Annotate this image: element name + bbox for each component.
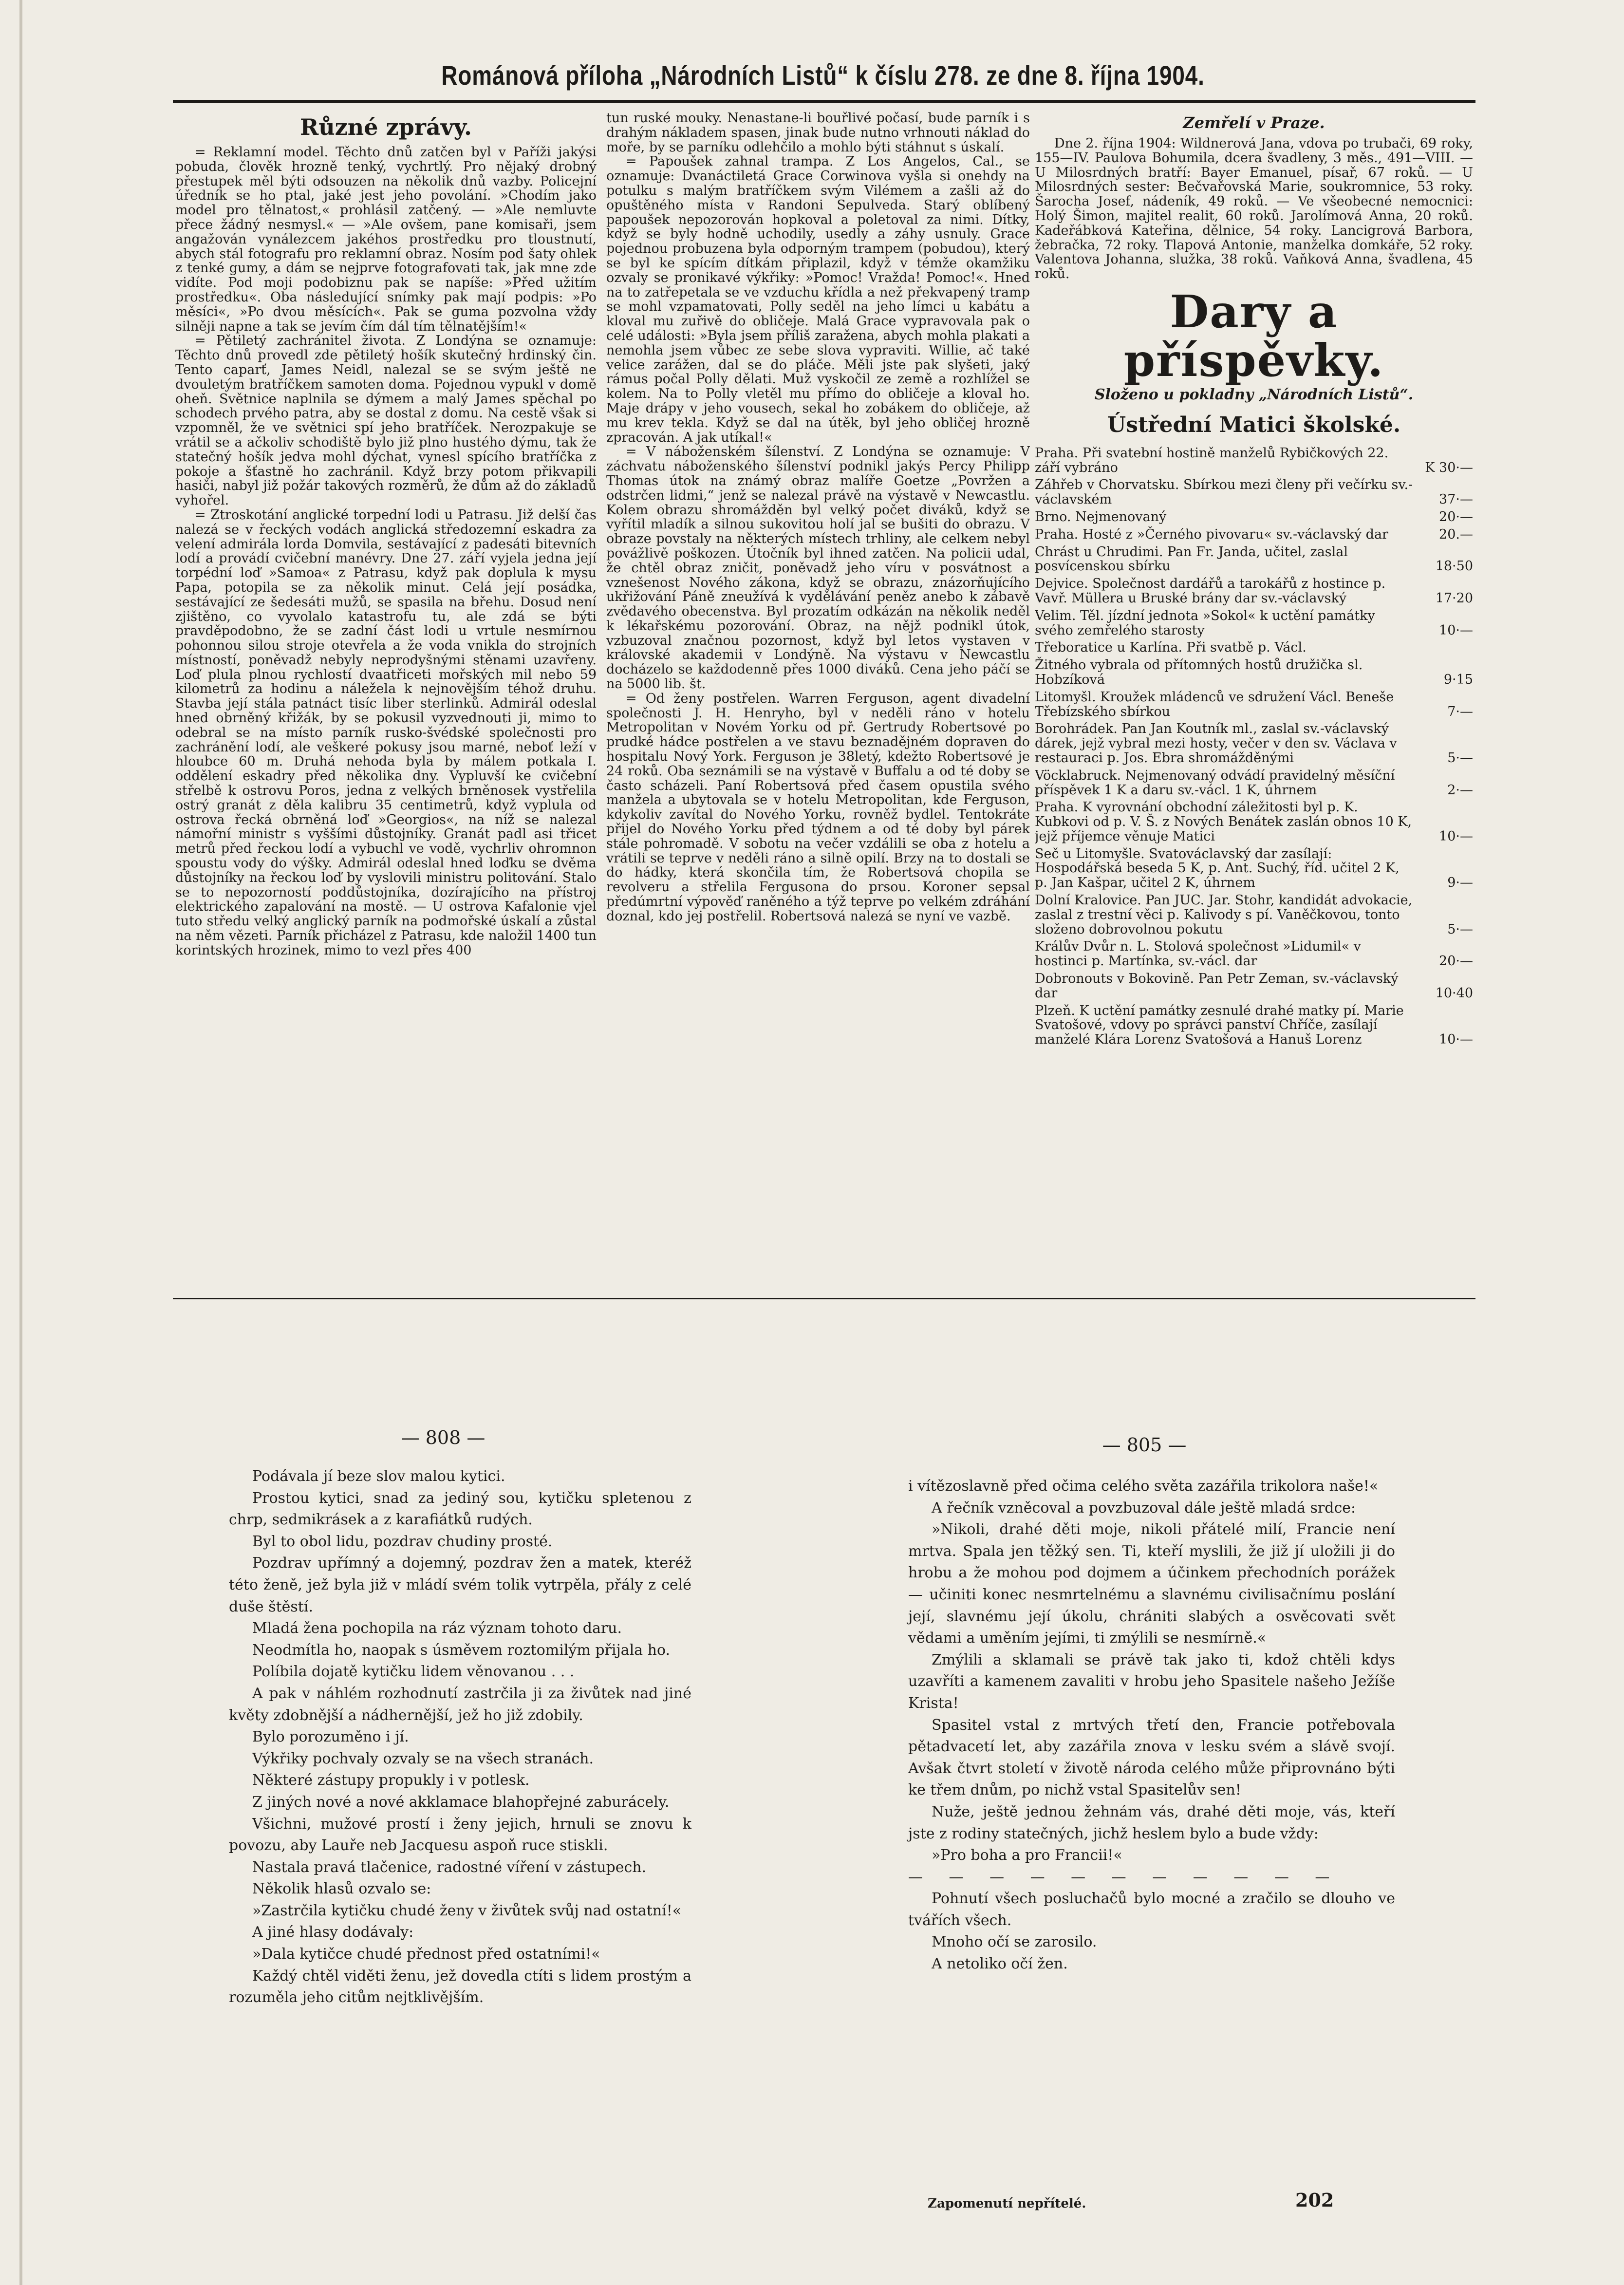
novel-paragraph: »Dala kytičce chudé přednost před ostatními!« [252, 1946, 600, 1963]
novel-text-right [908, 1476, 1395, 1975]
gift-entry [1035, 527, 1473, 542]
gift-entry [1035, 722, 1473, 765]
gift-amount: 7·— [1447, 704, 1473, 719]
gift-entry [1035, 577, 1473, 606]
page-number-left: — 808 — [401, 1427, 485, 1448]
novel-paragraph: Výkřiky pochvaly ozvaly se na všech stranách. [252, 1750, 594, 1767]
gift-entry [1035, 609, 1473, 638]
gift-amount: 10·40 [1435, 985, 1473, 1001]
column-2 [606, 111, 1030, 1275]
deaths-text: Dne 2. října 1904: Wildnerová Jana, vdova po trubači, 69 roky, 155—IV. Paulova Bohumila, dcera švadleny, 3 měs., 491—VIII. — U Milosrdných bratří: Bayer Emanuel, písař, 67 roků. — U Milosrdných sester: Bečvařovská Marie, soukromnice, 53 roky. Šarocha Josef, nádeník, 49 roků. — Ve všeobecné nemocnici: Holý Šimon, majitel realit, 60 roků. Jarolímová Anna, 20 roků. Kadeřábková Kateřina, dělnice, 54 roky. Lancigrová Barbora, žebračka, 72 roky. Tlapová Antonie, manželka domkáře, 52 roky. Valentova Johanna, služka, 38 roků. Vaňková Anna, švadlena, 45 roků. [1035, 136, 1473, 282]
gift-entry [1035, 690, 1473, 719]
gift-entry [1035, 768, 1473, 798]
gift-amount: 5·— [1447, 750, 1473, 766]
gift-amount: 20·— [1439, 509, 1473, 524]
novel-paragraph: Mladá žena pochopila na ráz význam tohoto daru. [252, 1620, 622, 1637]
article-paragraph: = Pětiletý zachránitel života. Z Londýna se oznamuje: Těchto dnů provedl zde pětiletý hošík skutečný hrdinský čin. Tento caparť, James Neidl, nalezal se se svým ještě ne dvouletým bratříčkem samoten doma. Pojednou vypukl v domě oheň. Světnice naplnila se dýmem a malý James spěchal po schodech prvého patra, aby se dostal z domu. Na cestě však si vzpomněl, že ve světnici spí jeho bratříček. Nerozpakuje se vrátil se a ačkoliv schodiště bylo již plno hustého dýmu, tak že statečný hošík jedva mohl dýchat, vynesl spícího bratříčka z pokoje a šťastně ho zachránil. Když brzy potom přikvapili hasiči, nabyl již požár takových rozměrů, že dům až do základů vyhořel. [175, 333, 597, 508]
gift-text: Brno. Nejmenovaný [1035, 509, 1167, 524]
gift-text: Záhřeb v Chorvatsku. Sbírkou mezi členy při večírku sv.-václavském [1035, 477, 1413, 507]
gift-entry [1035, 893, 1473, 936]
gift-entry [1035, 640, 1473, 655]
novel-paragraph: »Pro boha a pro Francii!« [932, 1847, 1122, 1864]
novel-paragraph: Mnoho očí se zarosilo. [932, 1933, 1097, 1951]
gift-entry [1035, 939, 1473, 969]
page-number-right: — 805 — [1102, 1434, 1187, 1456]
gift-text: Praha. K vyrovnání obchodní záležitosti byl p. K. Kubkovi od p. V. Š. z Nových Benátek zaslán obnos 10 K, jejž příjemce věnuje Matici [1035, 800, 1412, 844]
gift-text: Králův Dvůr n. L. Stolová společnost »Lidumil« v hostinci p. Martínka, sv.-václ. dar [1035, 939, 1361, 969]
gift-text: Litomyšl. Kroužek mládenců ve sdružení Václ. Beneše Třebízského sbírkou [1035, 689, 1394, 719]
novel-paragraph: A netoliko očí žen. [932, 1955, 1068, 1973]
gift-text: Plzeň. K uctění památky zesnulé drahé matky pí. Marie Svatošové, vdovy po správci panství Chříče, zasílají manželé Klára Lorenz Svatošová a Hanuš Lorenz [1035, 1003, 1404, 1048]
masthead: Románová příloha „Národních Listů“ k číslu 278. ze dne 8. října 1904. [441, 60, 1205, 91]
gift-amount: 5·— [1447, 921, 1473, 937]
novel-paragraph: Některé zástupy propukly i v potlesk. [252, 1772, 530, 1789]
novel-paragraph: Bylo porozuměno i jí. [252, 1728, 409, 1746]
gift-amount: 20.— [1439, 526, 1473, 542]
novel-paragraph: Spasitel vstal z mrtvých třetí den, Francie potřebovala pětadvacetí let, aby zazářila znova v lesku svém a slávě svojí. Avšak čtvrt století v životě národa celého může připrovnáno býti ke třem dnům, po nichž vstal Spasitelův sen! [908, 1716, 1395, 1799]
gift-entry [1035, 972, 1473, 1001]
novel-paragraph: Každý chtěl viděti ženu, jež dovedla ctíti s lidem prostým a rozuměla jeho citům nejtklivějším. [229, 1967, 691, 2006]
novel-paragraph: Z jiných nové a nové akklamace blahopřejné zaburácely. [252, 1793, 670, 1811]
binding-edge [19, 0, 22, 2285]
gift-text: Dobronouts v Bokovině. Pan Petr Zeman, sv.-václavský dar [1035, 971, 1399, 1001]
gift-text: Třeboratice u Karlína. Při svatbě p. Václ. [1035, 640, 1307, 656]
gift-text: Chrást u Chrudimi. Pan Fr. Janda, učitel, zaslal posvícenskou sbírku [1035, 544, 1348, 574]
novel-text-left [229, 1466, 691, 2009]
gift-amount: 9·— [1447, 875, 1473, 891]
gift-amount: 17·20 [1435, 590, 1473, 606]
gift-entry [1035, 545, 1473, 574]
gifts-heading: Dary a příspěvky. [1123, 285, 1384, 387]
gift-text: Velim. Těl. jízdní jednota »Sokol« k uctění památky svého zemřelého starosty [1035, 608, 1375, 638]
gift-amount: K 30·— [1425, 460, 1473, 475]
gift-entry [1035, 1004, 1473, 1047]
gift-entry [1035, 446, 1473, 475]
novel-paragraph: Neodmítla ho, naopak s úsměvem roztomilým přijala ho. [252, 1641, 671, 1659]
gift-amount: 2·— [1447, 782, 1473, 798]
novel-paragraph: Zmýlili a sklamali se právě tak jako ti, kdož chtěli kdys uzavříti a kamenem zavaliti v hrobu jeho Spasitele našeho Ježíše Krista! [908, 1651, 1395, 1712]
novel-paragraph: A řečník vzněcoval a povzbuzoval dále ještě mladá srdce: [932, 1499, 1356, 1517]
article-paragraph: = Papoušek zahnal trampa. Z Los Angelos, Cal., se oznamuje: Dvanáctiletá Grace Corwinova vyšla si onehdy na potulku s malým bratříčkem svým Vilémem a zašli až do opuštěného místa v Randoni Sepulveda. Starý oblíbený papoušek nepozorován hopkoval a poletoval za nimi. Dítky, když se byly hodně uchodily, usedly a záhy usnuly. Grace pojednou probuzena byla odporným trampem (pobudou), který se byl ke spícím dítkám připlazil, když v témže okamžiku ozvaly se pronikavé výkřiky: »Pomoc! Vražda! Pomoc!«. Hned na to zatřepetala se ve vzduchu křídla a než překvapený tramp se mohl vzpamatovati, Polly seděl na jeho límci u kabátu a kloval mu zuřivě do obličeje. Malá Grace vypravovala pak o celé události: »Byla jsem příliš zaražena, abych mohla plakati a nemohla jsem vůbec ze sebe slova vypraviti. Willie, ač také velice zarážen, dal se do pláče. Měli jste pak slyšeti, jaký rámus počal Polly dělati. Muž vyskočil ze země a rozhlížel se kolem. Na to Polly vletěl mu přímo do obličeje a kloval ho. Maje drápy v jeho vousech, sekal ho zobákem do obličeje, až mu krev tekla. Když se dal na útěk, byl jeho obličej hrozně zpracován. A jak utíkal!« [606, 154, 1030, 445]
gift-entry [1035, 800, 1473, 843]
gift-text: Praha. Při svatební hostině manželů Rybičkových 22. září vybráno [1035, 445, 1389, 475]
gift-amount: 10·— [1439, 622, 1473, 638]
gift-entry [1035, 510, 1473, 524]
novel-paragraph: A pak v náhlém rozhodnutí zastrčila ji za živůtek nad jiné květy zdobnější a nádhernější, jež ho již zdobily. [229, 1685, 691, 1724]
novel-paragraph: Políbila dojatě kytičku lidem věnovanou . . . [252, 1663, 575, 1681]
novel-paragraph: Všichni, mužové prostí i ženy jejich, hrnuli se znovu k povozu, aby Lauře neb Jacquesu aspoň ruce stiskli. [229, 1815, 691, 1854]
gift-entry [1035, 478, 1473, 507]
gifts-list [1035, 446, 1473, 1047]
novel-paragraph: Nuže, ještě jednou žehnám vás, drahé děti moje, vás, kteří jste z rodiny statečných, jichž heslem bylo a bude vždy: [908, 1803, 1395, 1842]
gift-text: Žitného vybrala od přítomných hostů družička sl. Hobzíková [1035, 657, 1363, 687]
article-paragraph: = V náboženském šílenství. Z Londýna se oznamuje: V záchvatu náboženského šílenství podnikl jakýs Percy Philipp Thomas útok na známý obraz malíře Goetze „Povržen a odstrčen lidmi,“ jenž se nalezal právě na výstavě v Newcastlu. Kolem obrazu shromážděn byl velký počet diváků, když se vyřítil mladík a silnou sukovitou holí jal se bušiti do obrazu. V obraze povstaly na některých místech trhliny, ale celkem nebyl povážlivě poškozen. Útočník byl ihned zatčen. Na policii udal, že chtěl obraz zničit, poněvadž jeho víru v posvátnost a vznešenost Nového zákona, když se obrazu, znázorňujícího ukřižování Páně zneužívá k vydělávání peněz anebo k zábavě zvědavého obecenstva. Byl prozatím odkázán na několik neděl k lékařskému pozorování. Obraz, na nějž podnikl útok, vzbuzoval značnou pozornost, když byl letos vystaven v královské akademii v Londýně. Na výstavu v Newcastlu docházelo se každodenně přes 1000 diváků. Cena jeho páčí se na 5000 lib. št. [606, 444, 1030, 692]
fold-rule [173, 1298, 1475, 1299]
novel-paragraph: Podávala jí beze slov malou kytici. [252, 1468, 505, 1485]
section-heading-news: Různé zprávy. [299, 114, 472, 140]
gift-amount: 9·15 [1443, 672, 1473, 687]
gift-text: Borohrádek. Pan Jan Koutník ml., zaslal sv.-václavský dárek, jejž vybral mezi hosty, večer v den sv. Václava v restauraci p. Jos. Ebra shromážděnými [1035, 721, 1397, 766]
deaths-heading: Zemřelí v Praze. [1183, 113, 1325, 132]
gift-text: Dolní Kralovice. Pan JUC. Jar. Stohr, kandidát advokacie, zaslal z trestní věci p. Kalivody s pí. Vaněčkovou, tonto složeno dobrovolnou pokutu [1035, 893, 1413, 937]
gift-amount: 10·— [1439, 828, 1473, 844]
novel-paragraph: »Zastrčila kytičku chudé ženy v živůtek svůj nad ostatní!« [252, 1902, 682, 1919]
section-divider: — — — — — — — — — — — [908, 1868, 1341, 1886]
novel-paragraph: Prostou kytici, snad za jediný sou, kytičku spletenou z chrp, sedmikrásek a z karafiátků rudých. [229, 1489, 691, 1529]
novel-paragraph: Pohnutí všech posluchačů bylo mocné a zračilo se dlouho ve tvářích všech. [908, 1890, 1395, 1929]
gift-amount: 37·— [1439, 492, 1473, 507]
article-paragraph: tun ruské mouky. Nenastane-li bouřlivé počasí, bude parník i s drahým nákladem spasen, jinak bude nutno vrhnouti náklad do moře, by se parníku odlehčilo a mohlo býti stáhnut s úskalí. [606, 111, 1030, 155]
gift-entry [1035, 658, 1473, 687]
gift-text: Vöcklabruck. Nejmenovaný odvádí pravidelný měsíční příspěvek 1 K a daru sv.-václ. 1 K, úhrnem [1035, 768, 1395, 798]
novel-paragraph: Několik hlasů ozvalo se: [252, 1880, 431, 1898]
gift-amount: 18·50 [1435, 559, 1473, 574]
gift-text: Dejvice. Společnost dardářů a tarokářů z hostince p. Vavř. Müllera u Bruské brány dar sv.-václavský [1035, 576, 1386, 606]
gift-amount: 10·— [1439, 1032, 1473, 1048]
novel-paragraph: »Nikoli, drahé děti moje, nikoli přátelé milí, Francie není mrtva. Spala jen těžký sen. Ti, kteří myslili, že již jí uložili ji do hrobu a že mohou pod dojmem a účinkem přechodních porážek — učiniti konec nesmrtelnému a slavnému civilisačnímu poslání její, slavnému její úkolu, chrániti slabých a osvěcovati svět vědami a uměním jejími, ti zmýlili se nesmírně.« [908, 1521, 1395, 1647]
gifts-subheading: Složeno u pokladny „Národních Listů“. [1094, 386, 1414, 403]
gift-text: Praha. Hosté z »Černého pivovaru« sv.-václavský dar [1035, 526, 1388, 542]
article-paragraph: = Reklamní model. Těchto dnů zatčen byl v Paříži jakýsi pobuda, člověk hrozně tenký, vychrtlý. Pro nějaký drobný přestupek měl býti odsouzen na několik dnů vazby. Policejní úředník se ho ptal, jaké jest jeho povolání. »Chodím jako model pro tělnatost,« prohlásil zatčený. — »Ale nemluvte přece žádný nesmysl.« — »Ale ovšem, pane komisaři, jsem angažován vynálezcem jakéhos prostředku pro tloustnutí, abych stál fotografu pro reklamní obraz. Nosím pod šaty ohlek z tenké gumy, a dám se nejprve fotografovati tak, jak mne zde vidíte. Pod moji podobiznu pak se napíše: »Před užitím prostředku«. Oba následující snímky pak mají podpis: »Po měsíci«, »Po dvou měsících«. Pak se guma pozvolna vždy silněji napne a tak se jevím čím dál tím tělnatějším!« [175, 145, 597, 334]
gift-entry [1035, 847, 1473, 890]
novel-paragraph: Pozdrav upřímný a dojemný, pozdrav žen a matek, kteréž této ženě, jež byla již v mládí svém tolik vytrpěla, přály z celé duše štěstí. [229, 1555, 691, 1615]
novel-footer-title: Zapomenutí nepřítelé. [928, 2196, 1086, 2211]
article-paragraph: = Od ženy postřelen. Warren Ferguson, agent divadelní společnosti J. H. Henryho, byl v neděli ráno v hotelu Metropolitan v Novém Yorku od př. Gertrudy Robertsové po prudké hádce postřelen a ve stavu beznadějném dopraven do hospitalu Nový York. Ferguson je 38letý, kdežto Robertsové je 24 roků. Oba seznámili se na výstavě v Buffalu a od té doby se často scházeli. Paní Robertsová před časem opustila svého manžela a ubytovala se v hotelu Metropolitan, kde Ferguson, kdykoliv zavítal do Nového Yorku, rovněž bydlel. Tentokráte přijel do Nového Yorku před týdnem a od té doby byl párek stále pohromadě. V sobotu na večer vzdálili se oba z hotelu a vrátili se teprve v neděli ráno a silně opilí. Brzy na to dostali se do hádky, která skončila tím, že Robertsová chopila se revolveru a střelila Fergusona do prsou. Koroner sepsal předúmrtní výpověď raněného a týž teprve po velkém zdráhání doznal, kdo jej postřelil. Robertsová nalezá se nyní ve vazbě. [606, 691, 1030, 924]
column-1 [175, 111, 597, 1275]
novel-paragraph: A jiné hlasy dodávaly: [252, 1924, 414, 1941]
novel-paragraph: Byl to obol lidu, pozdrav chudiny prosté. [252, 1533, 553, 1550]
novel-paragraph: Nastala pravá tlačenice, radostné víření v zástupech. [252, 1858, 647, 1876]
novel-paragraph: i vítězoslavně před očima celého světa zazářila trikolora naše!« [908, 1478, 1379, 1495]
gift-text: Seč u Litomyšle. Svatováclavský dar zasílají: Hospodářská beseda 5 K, p. Ant. Suchý, říd. učitel 2 K, p. Jan Kašpar, učitel 2 K, úhrnem [1035, 846, 1400, 891]
gift-amount: 20·— [1439, 954, 1473, 969]
matice-heading: Ústřední Matici školské. [1107, 412, 1401, 437]
sheet-number: 202 [1295, 2189, 1334, 2211]
article-paragraph: = Ztroskotání anglické torpední lodi u Patrasu. Již delší čas nalezá se v řeckých vodách anglická středozemní eskadra za velení admirála lorda Domvila, sestávající z padesáti bitevních lodí a provádí cvičební manévry. Dne 27. září vyjela jedna její torpédní loď »Samoa« z Patrasu, když pak doplula k mysu Papa, potopila se za několik minut. Celá její posádka, sestávající ze šedesáti mužů, se spasila na břehu. Dosud není zjištěno, co vyvolalo katastrofu tu, ale zdá se býti pravděpodobno, že se zadní část lodi u vrtule nesmírnou pohonnou silou stroje otevřela a že voda vnikla do strojních místností, poněvadž nebyly neprodyšnými stěnami uzavřeny. Loď plula plnou rychlostí dvaatřiceti mořských mil nebo 59 kilometrů za hodinu a náležela k nejnovějším téhož druhu. Stavba její stála patnáct tisíc liber sterlinků. Admirál odeslal hned obrněný křižák, by se pokusil vyzvednouti ji, mimo to odebral se na místo parník rusko-švédské společnosti pro zachránění lodí, ale veškeré pokusy jsou marné, neboť leží v hloubce 60 m. Druhá nehoda byla by málem potkala I. oddělení eskadry před několika dny. Vypluvší ke cvičební střelbě k ostrovu Poros, jedna z velkých brněnosek vystřelila ostrý granát z děla kalibru 35 centimetrů, když vyplula od ostrova řecká obrněná loď »Georgios«, na níž se nalezal námořní ministr s vyššími důstojníky. Granát padl asi třicet metrů před řeckou lodí a vybuchl ve vodě, vychrliv ohromnon spoustu vody do výšky. Admirál odeslal hned loďku se dvěma důstojníky na řeckou loď by vyslovili ministru politování. Stalo se to nepozorností poddůstojníka, dozírajícího na přístroj elektrického zapalování na mostě. — U ostrova Kafalonie vjel tuto středu velký anglický parník na podmořské úskalí a zůstal na něm vězeti. Parník přicházel z Patrasu, kde naložil 1400 tun korintských hrozinek, mimo to vezl přes 400 [175, 507, 597, 958]
column-3 [1035, 111, 1473, 1294]
masthead-rule [173, 100, 1475, 103]
